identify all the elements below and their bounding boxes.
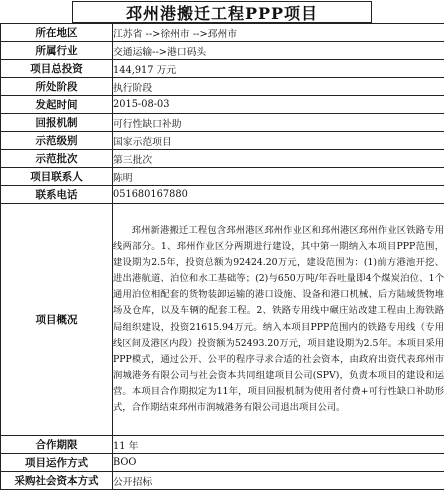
row-industry [1, 42, 444, 60]
demo-batch-label: 示范批次 [1, 150, 113, 168]
row-procurement-method [1, 472, 444, 490]
row-start-date [1, 96, 444, 114]
return-mechanism-value: 可行性缺口补助 [113, 114, 444, 132]
row-total-investment [1, 60, 444, 78]
region-value: 江苏省 -->徐州市 -->邳州市 [113, 24, 444, 42]
demo-level-value: 国家示范项目 [113, 132, 444, 150]
start-date-label: 发起时间 [1, 96, 113, 114]
operation-mode-label: 项目运作方式 [1, 454, 113, 472]
row-region [1, 24, 444, 42]
row-stage [1, 78, 444, 96]
cooperation-period-label: 合作期限 [1, 436, 113, 454]
industry-label: 所属行业 [1, 42, 113, 60]
procurement-method-label: 采购社会资本方式 [1, 472, 113, 490]
industry-value: 交通运输-->港口码头 [113, 42, 444, 60]
project-info-table [0, 23, 444, 490]
row-cooperation-period [1, 436, 444, 454]
overview-label: 项目概况 [1, 204, 113, 436]
total-investment-value: 144,917 万元 [113, 60, 444, 78]
row-demo-batch [1, 150, 444, 168]
stage-value: 执行阶段 [113, 78, 444, 96]
total-investment-label: 项目总投资 [1, 60, 113, 78]
page-title: 邳州港搬迁工程PPP项目 [72, 1, 372, 23]
operation-mode-value: BOO [113, 454, 444, 472]
phone-value: 051680167880 [113, 186, 444, 204]
row-operation-mode [1, 454, 444, 472]
row-phone [1, 186, 444, 204]
contact-label: 项目联系人 [1, 168, 113, 186]
overview-cell [113, 204, 444, 436]
cooperation-period-value: 11 年 [113, 436, 444, 454]
row-demo-level [1, 132, 444, 150]
stage-label: 所处阶段 [1, 78, 113, 96]
overview-text: 邳州新港搬迁工程包含邳州港区邳州作业区和邳州港区邳州作业区铁路专用线两部分。1、邳州作业区分两期进行建设，其中第一期纳入本项目PPP范围，建设期为2.5年，投资总额为92424.20万元，建设范围为：(1)前方港池开挖、进出港航道、泊位和水工基础等；(2)与650万吨/年吞吐量即4个煤炭泊位、1个通用泊位相配套的货物装卸运输的港口设施、设备和港口机械、后方陆域货物堆场及仓库，以及车辆的配套工程。2、铁路专用线中碾庄站改建工程由上海铁路局组织建设，投资21615.94万元。纳入本项目PPP范围内的铁路专用线（专用线区间及港区内段）投资额为52493.20万元，项目建设期为2.5年。本项目采用PPP模式，通过公开、公平的程序寻求合适的社会资本，由政府出资代表邳州市润城港务有限公司与社会资本共同组建项目公司(SPV)，负责本项目的建设和运营。本项目合作期拟定为11年，项目回报机制为使用者付费+可行性缺口补助形式，合作期结束邳州市润城港务有限公司退出项目公司。 [113, 224, 444, 413]
demo-batch-value: 第三批次 [113, 150, 444, 168]
phone-label: 联系电话 [1, 186, 113, 204]
return-mechanism-label: 回报机制 [1, 114, 113, 132]
region-label: 所在地区 [1, 24, 113, 42]
procurement-method-value: 公开招标 [113, 472, 444, 490]
demo-level-label: 示范级别 [1, 132, 113, 150]
row-overview [1, 204, 444, 436]
contact-value: 陈明 [113, 168, 444, 186]
row-return-mechanism [1, 114, 444, 132]
row-contact [1, 168, 444, 186]
start-date-value: 2015-08-03 [113, 96, 444, 114]
